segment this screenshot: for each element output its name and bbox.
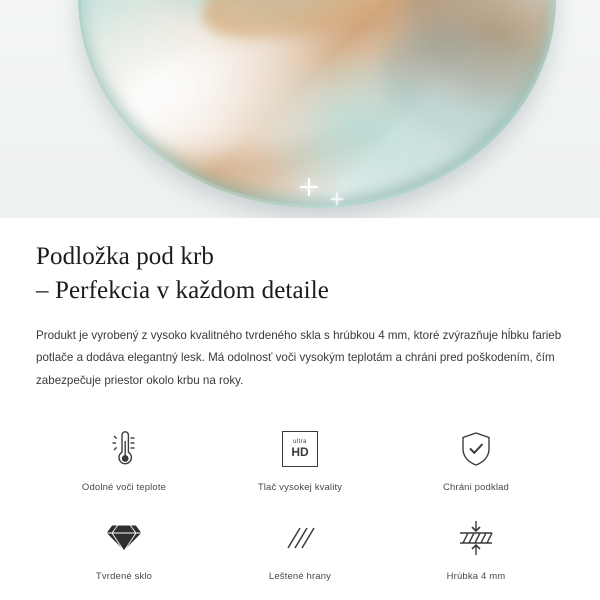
feature-polished-edges — [212, 515, 388, 582]
content-area — [0, 218, 600, 582]
feature-label: Leštené hrany — [268, 570, 332, 582]
page-title — [36, 218, 564, 307]
thermometer-icon — [109, 426, 139, 472]
feature-print-quality — [212, 426, 388, 493]
feature-label: Tvrdené sklo — [95, 570, 153, 582]
thickness-icon — [454, 515, 498, 561]
polished-edges-icon — [280, 515, 320, 561]
headline-line-2: – Perfekcia v každom detaile — [36, 276, 329, 304]
feature-grid — [36, 426, 564, 582]
description-paragraph: Produkt je vyrobený z vysoko kvalitného tvrdeného skla s hrúbkou 4 mm, ktoré zvýrazňuje hĺbku farieb potlače a dodáva elegantný lesk. Má odolnosť voči vysokým teplotám a chráni pred poškodením, čím zabezpečuje priestor okolo krbu na roky. — [36, 329, 562, 387]
feature-heat-resistance — [36, 426, 212, 493]
sparkle-icon — [336, 193, 337, 206]
feature-label: Odolné voči teplote — [81, 481, 167, 493]
ultra-hd-icon — [282, 426, 318, 472]
feature-label: Chráni podklad — [442, 481, 509, 493]
shield-check-icon — [459, 426, 493, 472]
diamond-icon — [104, 515, 144, 561]
feature-thickness — [388, 515, 564, 582]
ultra-hd-badge-top: ultra — [293, 439, 307, 446]
ultra-hd-badge-bottom: HD — [291, 445, 309, 460]
feature-label: Tlač vysokej kvality — [257, 481, 343, 493]
hero-image — [0, 0, 600, 218]
feature-tempered-glass — [36, 515, 212, 582]
feature-label: Hrúbka 4 mm — [446, 570, 506, 582]
feature-surface-protection — [388, 426, 564, 493]
sparkle-icon — [308, 178, 310, 196]
headline-line-1: Podložka pod krb — [36, 243, 214, 270]
